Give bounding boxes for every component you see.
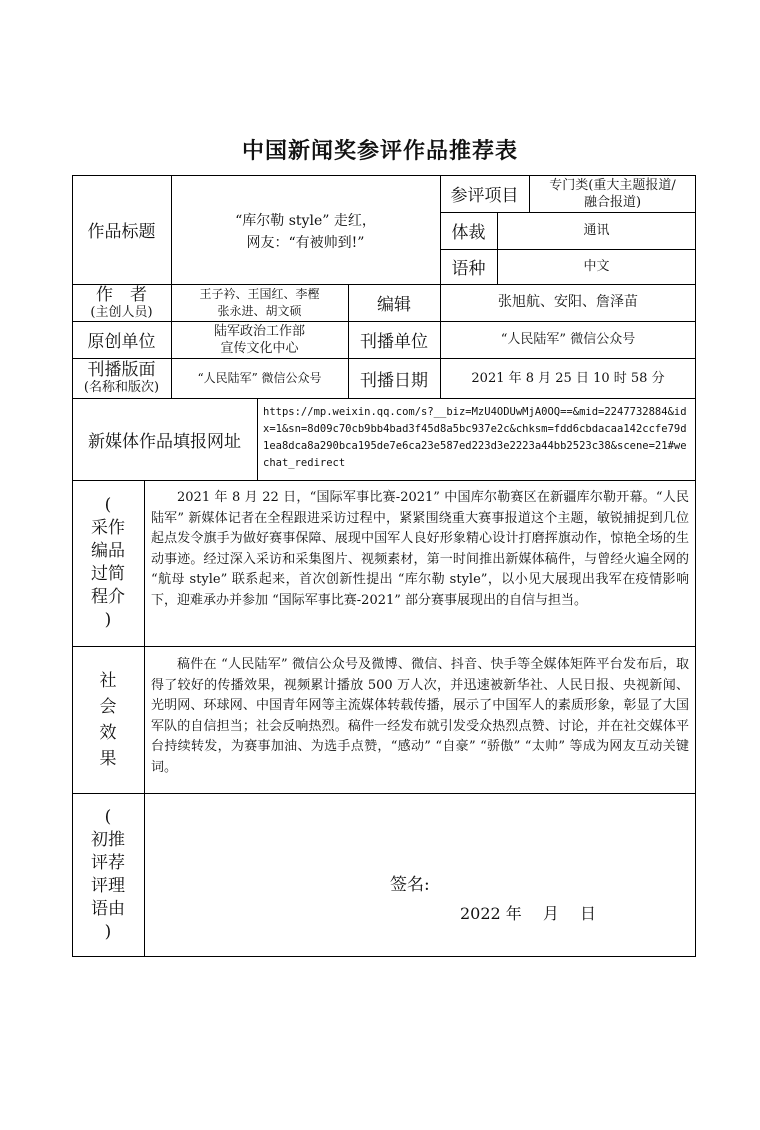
authors-line-2: 张永进、胡文硕	[217, 303, 302, 318]
social-effect-label-char: 社	[99, 670, 117, 691]
review-label-char: (	[104, 806, 112, 827]
page-title: 中国新闻奖参评作品推荐表	[241, 138, 518, 164]
origin-unit-line-1: 陆军政治工作部	[213, 323, 305, 339]
publisher-label: 刊播单位	[360, 332, 428, 352]
publisher-value: “人民陆军” 微信公众号	[500, 332, 636, 347]
process-label-char: (	[104, 495, 112, 515]
social-effect-label-char: 会	[99, 696, 117, 717]
process-label	[72, 480, 144, 646]
work-title-line-2: 网友：“有被帅到!”	[246, 234, 365, 251]
review-label-char: 评荐	[91, 852, 125, 873]
author-label-sub: (主创人员)	[90, 304, 153, 320]
process-label-char: 采作	[91, 518, 125, 538]
work-url[interactable]: https://mp.weixin.qq.com/s?__biz=MzU4ODUwMjA0OQ==&mid=2247732884&idx=1&sn=8d09c70cb9bb4bad3f45d8a5bc937e2c&chksm=fdd6cbdacaa142ccfe79d1ea8dca8a290bca195de7e6ca23e587ed223d3e2223a44bb2523c38&scene=21#wechat_redirect	[263, 406, 687, 469]
work-title-value	[171, 175, 440, 284]
origin-unit-line-2: 宣传文化中心	[220, 340, 299, 356]
category-line-2: 融合报道)	[583, 194, 642, 210]
process-label-char: )	[104, 610, 112, 630]
review-label-char: )	[104, 921, 112, 942]
editor-value: 张旭航、安阳、詹泽苗	[498, 294, 638, 310]
genre-label: 体裁	[451, 223, 486, 243]
review-date: 2022 年 月 日	[460, 904, 596, 923]
process-label-char: 过简	[91, 564, 125, 584]
date-label: 刊播日期	[360, 370, 428, 391]
category-label: 参评项目	[450, 186, 519, 206]
authors-line-1: 王子衿、王国红、李樫	[199, 286, 320, 301]
process-text: 2021 年 8 月 22 日，“国际军事比赛-2021” 中国库尔勒赛区在新疆库尔勒开幕。“人民陆军” 新媒体记者在全程跟进采访过程中，紧紧围绕重大赛事报道这个主题，敏锐捕捉到几位起点发令旗手为做好赛事保障、展现中国军人良好形象精心设计打磨挥旗动作，惊艳全场的生动事迹。经过深入采访和采集图片、视频素材，第一时间推出新媒体稿件，与曾经火遍全网的 “航母 style” 联系起来，首次创新性提出 “库尔勒 style”，以小见大展现出我军在疫情影响下，迎难承办并参加 “国际军事比赛-2021” 部分赛事展现出的自信与担当。	[151, 490, 689, 608]
social-effect-text: 稿件在 “人民陆军” 微信公众号及微博、微信、抖音、快手等全媒体矩阵平台发布后，取得了较好的传播效果，视频累计播放 500 万人次，并迅速被新华社、人民日报、央视新闻、光明网、环球网、中国青年网等主流媒体转载传播，展示了中国军人的素质形象，彰显了大国军队的自信担当；社会反响热烈。稿件一经发布就引发受众热烈点赞、讨论，并在社交媒体平台持续转发，为赛事加油、为选手点赞，“感动” “自豪” “骄傲” “太帅” 等成为网友互动关键词。	[151, 657, 689, 775]
language-label: 语种	[451, 259, 486, 279]
work-title-line-1: “库尔勒 style” 走红，	[235, 212, 376, 229]
date-value: 2021 年 8 月 25 日 10 时 58 分	[471, 370, 665, 386]
author-label	[72, 284, 171, 321]
title-label: 作品标题	[87, 222, 156, 242]
process-label-char: 编品	[91, 541, 125, 561]
author-label-main: 作 者	[96, 284, 147, 305]
signature-label: 签名:	[390, 875, 430, 895]
social-effect-label-char: 果	[99, 748, 117, 769]
origin-unit-label: 原创单位	[87, 332, 156, 352]
review-label-char: 评理	[91, 875, 125, 896]
section-label-sub: (名称和版次)	[83, 380, 160, 395]
origin-unit-value	[171, 321, 348, 358]
category-line-1: 专门类(重大主题报道/	[549, 177, 676, 193]
language-value: 中文	[583, 259, 610, 274]
review-label-char: 语由	[91, 898, 125, 919]
social-effect-label-char: 效	[99, 722, 117, 743]
section-label-main: 刊播版面	[87, 360, 156, 380]
recommendation-form-table	[72, 175, 696, 1130]
process-label-char: 程介	[91, 587, 125, 607]
genre-value: 通讯	[583, 223, 610, 238]
authors-value	[171, 284, 348, 321]
section-value: “人民陆军” 微信公众号	[197, 370, 322, 385]
review-label	[72, 793, 144, 956]
url-label: 新媒体作品填报网址	[88, 431, 241, 452]
section-label	[72, 358, 171, 398]
category-value	[529, 175, 696, 212]
editor-label: 编辑	[377, 295, 411, 315]
social-effect-label	[72, 646, 144, 793]
review-label-char: 初推	[91, 829, 125, 850]
